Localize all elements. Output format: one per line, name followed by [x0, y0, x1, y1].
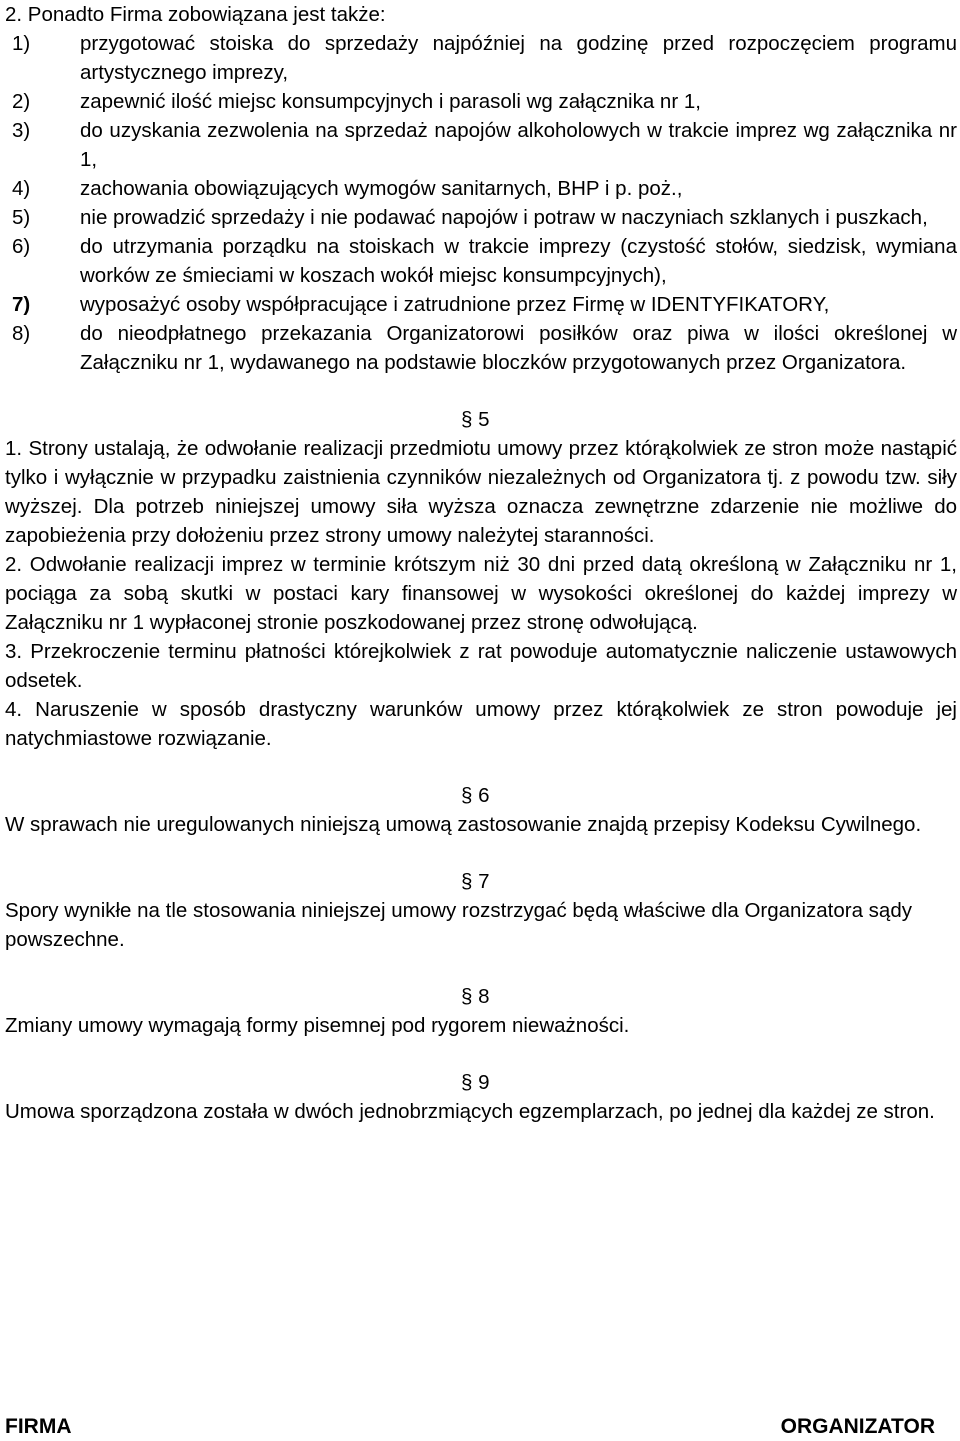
- list-item-text: nie prowadzić sprzedaży i nie podawać napojów i potraw w naczyniach szklanych i puszkach,: [80, 206, 928, 229]
- list-item-text: do uzyskania zezwolenia na sprzedaż napojów alkoholowych w trakcie imprez wg załącznika nr 1,: [80, 119, 957, 171]
- list-item-number: 2): [12, 90, 31, 113]
- list-item: [5, 290, 957, 319]
- section-5-paragraph-3: 3. Przekroczenie terminu płatności którejkolwiek z rat powoduje automatycznie naliczenie ustawowych odsetek.: [5, 640, 957, 692]
- list-item: [5, 116, 957, 174]
- signature-organizator: ORGANIZATOR: [780, 1415, 935, 1438]
- section-5-body: [5, 434, 957, 753]
- list-item: [5, 319, 957, 377]
- section-8-heading: § 8: [461, 985, 490, 1008]
- list-item-text: do utrzymania porządku na stoiskach w trakcie imprezy (czystość stołów, siedzisk, wymiana worków ze śmieciami w koszach wokół miejsc konsumpcyjnych),: [80, 235, 957, 287]
- list-item-text: zachowania obowiązujących wymogów sanitarnych, BHP i p. poż.,: [80, 177, 683, 200]
- list-item: [5, 232, 957, 290]
- list-item-text: zapewnić ilość miejsc konsumpcyjnych i parasoli wg załącznika nr 1,: [80, 90, 701, 113]
- list-item-number: 8): [12, 322, 31, 345]
- document-page: [5, 0, 957, 1126]
- list-item-text: przygotować stoiska do sprzedaży najpóźniej na godzinę przed rozpoczęciem programu artystycznego imprezy,: [80, 32, 957, 84]
- section-4-lead: 2. Ponadto Firma zobowiązana jest także:: [5, 3, 386, 26]
- section-6-text: W sprawach nie uregulowanych niniejszą umową zastosowanie znajdą przepisy Kodeksu Cywilnego.: [5, 813, 922, 836]
- list-item-text: do nieodpłatnego przekazania Organizatorowi posiłków oraz piwa w ilości określonej w Załączniku nr 1, wydawanego na podstawie bloczków przygotowanych przez Organizatora.: [80, 322, 957, 374]
- list-item: [5, 203, 957, 232]
- list-item-number: 4): [12, 177, 31, 200]
- signature-row: [5, 1412, 935, 1441]
- section-5-paragraph-2: 2. Odwołanie realizacji imprez w terminie krótszym niż 30 dni przed datą określoną w Załączniku nr 1, pociąga za sobą skutki w postaci kary finansowej w wysokości określonej do każdej imprezy w Załączniku nr 1 wypłaconej stronie poszkodowanej przez stronę odwołującą.: [5, 553, 957, 634]
- list-item-text: wyposażyć osoby współpracujące i zatrudnione przez Firmę w IDENTYFIKATORY,: [80, 293, 830, 316]
- section-9-heading: § 9: [461, 1071, 490, 1094]
- list-item-number: 1): [12, 32, 31, 55]
- section-6-heading: § 6: [461, 784, 490, 807]
- section-5-paragraph-4: 4. Naruszenie w sposób drastyczny warunków umowy przez którąkolwiek ze stron powoduje jej natychmiastowe rozwiązanie.: [5, 698, 957, 750]
- list-item-number: 6): [12, 235, 31, 258]
- list-item-number: 7): [12, 293, 31, 316]
- list-item-number: 5): [12, 206, 31, 229]
- list-item: [5, 174, 957, 203]
- obligations-list: [5, 29, 957, 377]
- list-item: [5, 29, 957, 87]
- signature-firma: FIRMA: [5, 1415, 72, 1438]
- list-item-number: 3): [12, 119, 31, 142]
- section-7-heading: § 7: [461, 870, 490, 893]
- section-7-text: Spory wynikłe na tle stosowania niniejszej umowy rozstrzygać będą właściwe dla Organizatora sądy powszechne.: [5, 899, 912, 951]
- section-8-text: Zmiany umowy wymagają formy pisemnej pod rygorem nieważności.: [5, 1014, 630, 1037]
- section-5-heading: § 5: [461, 408, 490, 431]
- section-9-text: Umowa sporządzona została w dwóch jednobrzmiących egzemplarzach, po jednej dla każdej ze stron.: [5, 1100, 935, 1123]
- list-item: [5, 87, 957, 116]
- section-5-paragraph-1: 1. Strony ustalają, że odwołanie realizacji przedmiotu umowy przez którąkolwiek ze stron może nastąpić tylko i wyłącznie w przypadku zaistnienia czynników niezależnych od Organizatora tj. z powodu tzw. siły wyższej. Dla potrzeb niniejszej umowy siła wyższa oznacza zewnętrzne zdarzenie nie możliwe do zapobieżenia przy dołożeniu przez strony umowy należytej staranności.: [5, 437, 957, 547]
